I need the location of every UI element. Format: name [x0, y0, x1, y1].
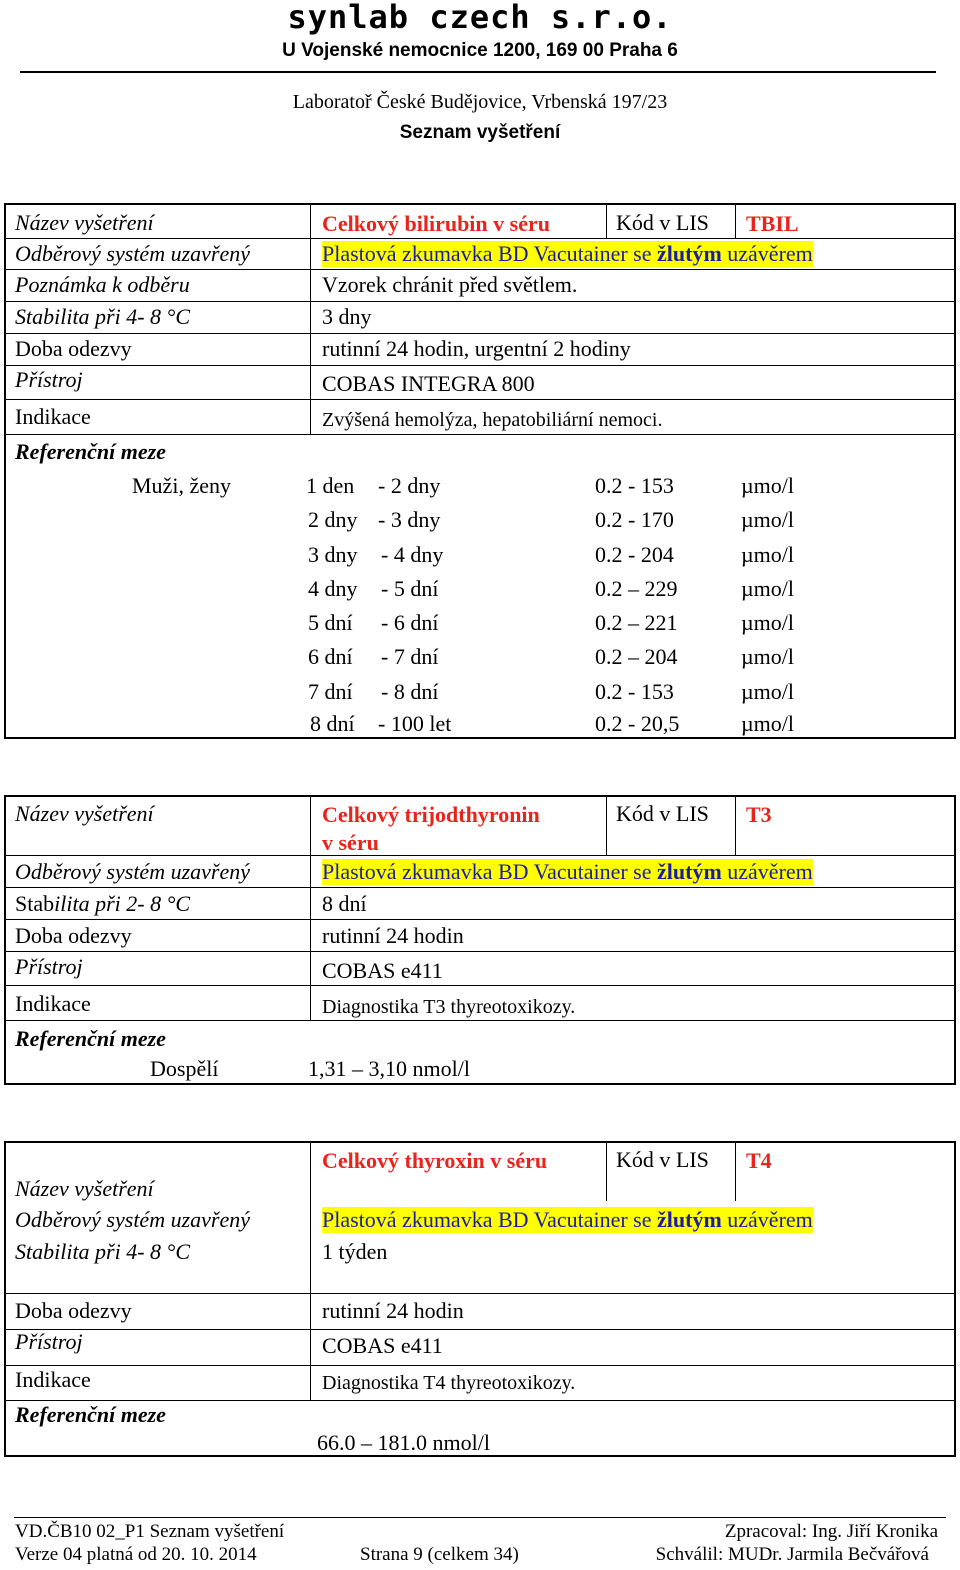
response-time: rutinní 24 hodin, urgentní 2 hodiny: [322, 336, 631, 361]
label-reference: Referenční meze: [15, 1402, 166, 1427]
lis-code: T4: [746, 1148, 772, 1173]
label-collection-system: Odběrový systém uzavřený: [15, 1207, 250, 1232]
reference-group: Dospělí: [150, 1056, 219, 1081]
label-collection-system: Odběrový systém uzavřený: [15, 859, 250, 884]
tube-prefix: Plastová zkumavka BD Vacutainer se: [322, 1207, 658, 1232]
response-time: rutinní 24 hodin: [322, 923, 464, 948]
ref-range: 0.2 - 204: [595, 542, 674, 567]
tube-color: žlutým: [657, 241, 722, 266]
tube-suffix: uzávěrem: [721, 859, 813, 884]
label-test-name: Název vyšetření: [15, 801, 154, 826]
label-indication: Indikace: [15, 1367, 91, 1392]
label-stability: Stabilita při 4- 8 °C: [15, 1239, 191, 1264]
ref-age-from: 6 dní: [308, 644, 353, 669]
ref-unit: µmo/l: [741, 679, 795, 704]
label-instrument: Přístroj: [15, 367, 83, 392]
footer-approved: Schválil: MUDr. Jarmila Bečvářová: [655, 1544, 929, 1565]
reference-value: 1,31 – 3,10 nmol/l: [308, 1056, 470, 1081]
ref-range: 0.2 – 221: [595, 610, 678, 635]
ref-unit: µmo/l: [741, 610, 795, 635]
label-lis-code: Kód v LIS: [616, 210, 709, 235]
label-indication: Indikace: [15, 991, 91, 1016]
label-lis-code: Kód v LIS: [616, 1147, 709, 1172]
stability-value: 1 týden: [322, 1239, 388, 1264]
ref-unit: µmo/l: [741, 507, 795, 532]
test-block-t3: [4, 795, 956, 1085]
collection-note: Vzorek chránit před světlem.: [322, 272, 578, 297]
ref-age-to: - 7 dní: [381, 644, 439, 669]
ref-unit: µmo/l: [741, 473, 795, 498]
collection-tube: [322, 241, 813, 267]
label-test-name: Název vyšetření: [15, 210, 154, 235]
company-address: U Vojenské nemocnice 1200, 169 00 Praha 6: [282, 40, 678, 61]
ref-range: 0.2 - 153: [595, 679, 674, 704]
response-time: rutinní 24 hodin: [322, 1298, 464, 1323]
ref-range: 0.2 - 170: [595, 507, 674, 532]
test-name: Celkový thyroxin v séru: [322, 1148, 548, 1173]
instrument-value: COBAS e411: [322, 1333, 443, 1358]
laboratory-name: Laboratoř České Budějovice, Vrbenská 197/23: [292, 91, 668, 113]
tube-suffix: uzávěrem: [721, 241, 813, 266]
ref-range: 0.2 - 153: [595, 473, 674, 498]
label-reference: Referenční meze: [15, 439, 166, 464]
ref-range: 0.2 – 204: [595, 644, 678, 669]
test-block-tbil: [4, 203, 956, 739]
instrument-value: COBAS INTEGRA 800: [322, 371, 535, 396]
label-stability: Stabilita při 4- 8 °C: [15, 304, 191, 329]
ref-age-to: - 100 let: [378, 711, 452, 736]
ref-age-from: 8 dní: [310, 711, 355, 736]
ref-range: 0.2 – 229: [595, 576, 678, 601]
label-response-time: Doba odezvy: [15, 1298, 132, 1323]
stability-value: 8 dní: [322, 891, 367, 916]
company-name: synlab czech s.r.o.: [287, 0, 673, 36]
tube-prefix: Plastová zkumavka BD Vacutainer se: [322, 859, 658, 884]
ref-age-to: - 4 dny: [381, 542, 444, 567]
footer-rule: [14, 1517, 946, 1518]
reference-group: Muži, ženy: [132, 473, 231, 498]
ref-age-from: 7 dní: [308, 679, 353, 704]
ref-age-from: 1 den: [306, 473, 355, 498]
ref-age-from: 5 dní: [308, 610, 353, 635]
tube-color: žlutým: [657, 859, 722, 884]
ref-age-to: - 2 dny: [378, 473, 441, 498]
collection-tube: [322, 859, 813, 885]
label-collection-note: Poznámka k odběru: [15, 272, 190, 297]
footer-version: Verze 04 platná od 20. 10. 2014: [15, 1544, 257, 1565]
ref-age-from: 3 dny: [308, 542, 358, 567]
footer-prepared: Zpracoval: Ing. Jiří Kronika: [724, 1521, 938, 1542]
tube-suffix: uzávěrem: [721, 1207, 813, 1232]
ref-unit: µmo/l: [741, 576, 795, 601]
label-lis-code: Kód v LIS: [616, 801, 709, 826]
test-name: Celkový bilirubin v séru: [322, 211, 550, 236]
collection-tube: [322, 1207, 813, 1233]
indication-value: Diagnostika T4 thyreotoxikozy.: [322, 1372, 576, 1394]
test-name-line1: Celkový trijodthyronin: [322, 802, 540, 827]
label-stability-a: Stab: [15, 891, 55, 916]
ref-range: 0.2 - 20,5: [595, 711, 680, 736]
label-response-time: Doba odezvy: [15, 923, 132, 948]
ref-age-to: - 8 dní: [381, 679, 439, 704]
label-response-time: Doba odezvy: [15, 336, 132, 361]
instrument-value: COBAS e411: [322, 958, 443, 983]
label-indication: Indikace: [15, 404, 91, 429]
indication-value: Zvýšená hemolýza, hepatobiliární nemoci.: [322, 409, 663, 431]
label-instrument: Přístroj: [15, 954, 83, 979]
lis-code: TBIL: [746, 211, 799, 236]
reference-value: 66.0 – 181.0 nmol/l: [317, 1430, 490, 1455]
label-reference: Referenční meze: [15, 1026, 166, 1051]
ref-age-from: 4 dny: [308, 576, 358, 601]
tube-color: žlutým: [657, 1207, 722, 1232]
indication-value: Diagnostika T3 thyreotoxikozy.: [322, 996, 576, 1018]
list-title: Seznam vyšetření: [399, 122, 561, 143]
ref-age-from: 2 dny: [308, 507, 358, 532]
label-instrument: Přístroj: [15, 1329, 83, 1354]
ref-age-to: - 5 dní: [381, 576, 439, 601]
test-name-line2: v séru: [322, 830, 379, 855]
label-stability-b: ilita při 2- 8 °C: [54, 891, 191, 916]
footer-doc-id: VD.ČB10 02_P1 Seznam vyšetření: [15, 1521, 285, 1542]
label-collection-system: Odběrový systém uzavřený: [15, 241, 250, 266]
test-block-t4: [4, 1141, 956, 1457]
footer-page: Strana 9 (celkem 34): [360, 1544, 519, 1565]
label-test-name: Název vyšetření: [15, 1176, 154, 1201]
stability-value: 3 dny: [322, 304, 372, 329]
ref-unit: µmo/l: [741, 644, 795, 669]
tube-prefix: Plastová zkumavka BD Vacutainer se: [322, 241, 658, 266]
header-rule: [20, 71, 936, 73]
ref-unit: µmo/l: [741, 711, 795, 736]
lis-code: T3: [746, 802, 772, 827]
ref-unit: µmo/l: [741, 542, 795, 567]
label-stability: [15, 891, 190, 917]
ref-age-to: - 3 dny: [378, 507, 441, 532]
ref-age-to: - 6 dní: [381, 610, 439, 635]
